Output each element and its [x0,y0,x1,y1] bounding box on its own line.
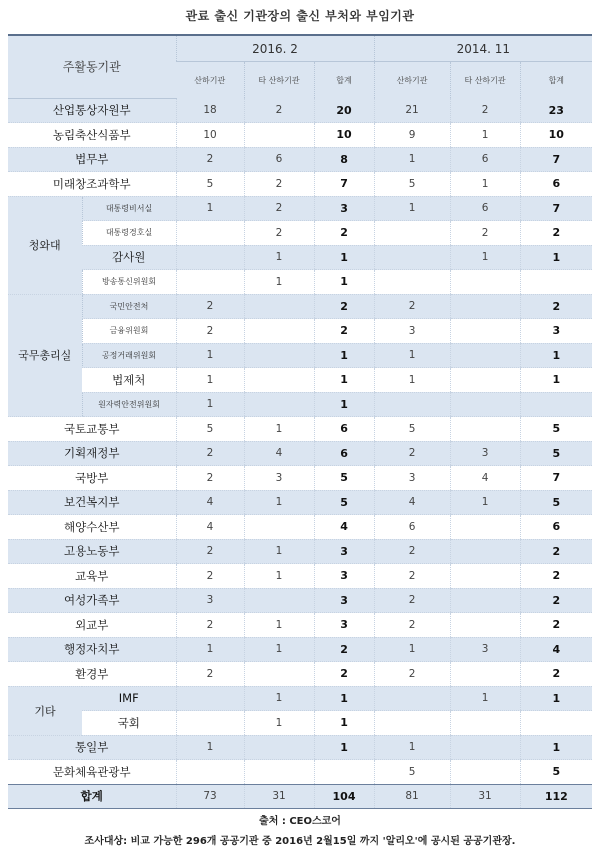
value-cell: 2 [176,147,244,172]
value-cell: 31 [450,784,520,809]
table-row [8,294,592,319]
value-cell: 6 [244,147,314,172]
value-cell: 1 [176,196,244,221]
total-cell: 1 [314,686,374,711]
row-label: 공정거래위원회 [82,343,176,368]
total-cell: 2 [520,539,592,564]
table-row [8,613,592,638]
value-cell: 1 [244,490,314,515]
column-header: 산하기관 [374,62,450,99]
value-cell: 1 [176,637,244,662]
total-cell: 10 [520,123,592,148]
value-cell [244,294,314,319]
corner-header: 주활동기관 [8,35,176,98]
total-cell: 1 [520,245,592,270]
total-cell: 2 [520,662,592,687]
value-cell: 3 [450,637,520,662]
column-header: 산하기관 [194,75,226,85]
row-label: 합계 [8,784,176,809]
total-cell: 1 [520,686,592,711]
total-cell: 2 [520,221,592,246]
total-cell: 3 [314,588,374,613]
value-cell: 2 [374,294,450,319]
value-cell: 6 [450,147,520,172]
table-row [8,319,592,344]
value-cell [374,221,450,246]
total-cell: 4 [520,637,592,662]
total-cell [520,392,592,417]
row-label: 방송통신위원회 [82,270,176,295]
value-cell: 1 [176,343,244,368]
total-cell: 3 [314,539,374,564]
row-label: IMF [82,686,176,711]
total-cell: 1 [314,392,374,417]
table-row [8,637,592,662]
value-cell: 10 [176,123,244,148]
row-label: 감사원 [82,245,176,270]
value-cell: 21 [374,98,450,123]
value-cell: 5 [176,172,244,197]
total-cell: 1 [520,735,592,760]
value-cell [244,392,314,417]
column-header: 합계 [520,62,592,99]
table-row [8,147,592,172]
value-cell [374,686,450,711]
value-cell [450,564,520,589]
value-cell: 1 [244,539,314,564]
row-label: 산업통상자원부 [8,98,176,123]
value-cell: 1 [450,490,520,515]
row-label: 보건복지부 [8,490,176,515]
table-row [8,735,592,760]
value-cell: 1 [176,392,244,417]
total-cell [520,270,592,295]
value-cell: 4 [176,515,244,540]
value-cell: 1 [450,245,520,270]
value-cell: 4 [374,490,450,515]
total-cell: 7 [520,466,592,491]
table-row [8,515,592,540]
row-label: 통일부 [8,735,176,760]
value-cell: 3 [176,588,244,613]
row-label: 대통령경호실 [82,221,176,246]
total-cell: 2 [314,662,374,687]
table-row [8,417,592,442]
total-cell: 2 [520,294,592,319]
table-row [8,98,592,123]
value-cell [450,662,520,687]
row-label: 해양수산부 [8,515,176,540]
value-cell [450,711,520,736]
value-cell: 1 [244,417,314,442]
table-row [8,490,592,515]
table-row [8,368,592,393]
table-row [8,196,592,221]
value-cell [176,686,244,711]
survey-note: 조사대상: 비교 가능한 296개 공공기관 중 2016년 2월15일 까지 '알리오'에 공시된 공공기관장. [84,836,516,847]
value-cell: 2 [176,539,244,564]
table-body [8,98,592,809]
total-cell: 104 [314,784,374,809]
total-cell: 3 [314,196,374,221]
row-label: 국토교통부 [8,417,176,442]
value-cell: 1 [244,613,314,638]
row-label: 미래창조과학부 [8,172,176,197]
value-cell [450,539,520,564]
total-cell: 6 [520,172,592,197]
row-label: 법무부 [8,147,176,172]
row-label: 국방부 [8,466,176,491]
total-cell: 8 [314,147,374,172]
value-cell: 3 [374,319,450,344]
value-cell [176,760,244,785]
total-cell: 5 [314,466,374,491]
value-cell [244,588,314,613]
row-label: 여성가족부 [8,588,176,613]
row-label: 문화체육관광부 [8,760,176,785]
group-label: 기타 [8,686,82,735]
total-cell: 5 [314,490,374,515]
value-cell: 2 [244,196,314,221]
row-label: 국민안전처 [82,294,176,319]
table-row [8,172,592,197]
value-cell [374,245,450,270]
value-cell: 1 [244,245,314,270]
column-header: 합계 [314,62,374,99]
value-cell: 6 [450,196,520,221]
table-row [8,711,592,736]
table-row [8,343,592,368]
total-cell: 1 [314,368,374,393]
source-note: 출처 : CEO스코어 [259,816,341,827]
value-cell [374,270,450,295]
value-cell: 1 [374,735,450,760]
value-cell: 1 [450,123,520,148]
table-header [8,35,592,98]
row-label: 대통령비서실 [82,196,176,221]
group-label: 국무총리실 [8,294,82,417]
value-cell: 2 [244,172,314,197]
value-cell: 81 [374,784,450,809]
table-row [8,588,592,613]
value-cell [450,735,520,760]
value-cell: 1 [244,686,314,711]
total-cell: 7 [314,172,374,197]
total-cell: 2 [520,564,592,589]
total-cell: 2 [314,294,374,319]
total-cell: 2 [520,588,592,613]
value-cell [374,392,450,417]
total-cell: 6 [520,515,592,540]
total-cell: 2 [314,319,374,344]
row-label: 국회 [82,711,176,736]
value-cell: 3 [450,441,520,466]
total-cell: 1 [314,735,374,760]
value-cell: 1 [450,686,520,711]
total-cell: 3 [314,613,374,638]
total-cell: 2 [520,613,592,638]
value-cell: 5 [374,417,450,442]
row-label: 환경부 [8,662,176,687]
value-cell [244,760,314,785]
total-cell: 5 [520,441,592,466]
value-cell: 2 [374,662,450,687]
value-cell [450,294,520,319]
value-cell [450,392,520,417]
table-row [8,123,592,148]
value-cell: 5 [374,760,450,785]
value-cell: 1 [244,564,314,589]
value-cell: 3 [374,466,450,491]
total-cell: 7 [520,196,592,221]
value-cell: 1 [176,368,244,393]
value-cell: 2 [450,221,520,246]
value-cell [450,368,520,393]
row-label: 금융위원회 [82,319,176,344]
value-cell [450,343,520,368]
value-cell [244,343,314,368]
value-cell [450,319,520,344]
value-cell: 4 [244,441,314,466]
row-label: 원자력안전위원회 [82,392,176,417]
period-header: 2016. 2 [176,35,374,62]
total-cell: 2 [314,221,374,246]
value-cell: 1 [374,147,450,172]
value-cell [450,515,520,540]
value-cell: 2 [450,98,520,123]
value-cell [176,245,244,270]
value-cell [244,662,314,687]
total-cell [314,760,374,785]
value-cell: 2 [176,613,244,638]
value-cell: 1 [450,172,520,197]
total-cell: 3 [520,319,592,344]
row-label: 행정자치부 [8,637,176,662]
value-cell: 2 [374,441,450,466]
value-cell [244,515,314,540]
value-cell: 2 [374,588,450,613]
value-cell: 5 [374,172,450,197]
total-cell: 5 [520,490,592,515]
value-cell: 3 [244,466,314,491]
table-row [8,221,592,246]
column-header: 타 산하기관 [244,62,314,99]
total-cell: 1 [314,343,374,368]
value-cell: 4 [450,466,520,491]
value-cell: 2 [176,294,244,319]
table-row [8,539,592,564]
value-cell [450,613,520,638]
value-cell [176,221,244,246]
value-cell: 1 [374,196,450,221]
row-label: 기획재정부 [8,441,176,466]
value-cell [244,368,314,393]
value-cell: 2 [374,564,450,589]
value-cell: 1 [176,735,244,760]
value-cell: 1 [374,637,450,662]
value-cell: 1 [244,637,314,662]
total-cell: 4 [314,515,374,540]
table-row [8,760,592,785]
total-cell: 1 [314,245,374,270]
value-cell [450,588,520,613]
total-cell [520,711,592,736]
total-cell: 5 [520,417,592,442]
value-cell: 2 [176,466,244,491]
total-cell: 1 [314,711,374,736]
value-cell [244,123,314,148]
total-cell: 6 [314,441,374,466]
data-table [8,34,592,809]
period-header: 2014. 11 [374,35,592,62]
total-cell: 7 [520,147,592,172]
value-cell: 5 [176,417,244,442]
total-cell: 5 [520,760,592,785]
value-cell: 2 [244,98,314,123]
table-row [8,441,592,466]
value-cell [176,711,244,736]
group-label: 청와대 [8,196,82,294]
total-cell: 1 [314,270,374,295]
table-row [8,466,592,491]
value-cell: 1 [244,711,314,736]
value-cell: 2 [244,221,314,246]
page-title: 관료 출신 기관장의 출신 부처와 부임기관 [185,9,415,23]
total-cell: 1 [520,343,592,368]
total-cell: 10 [314,123,374,148]
row-label: 교육부 [8,564,176,589]
value-cell [244,735,314,760]
total-cell: 2 [314,637,374,662]
table-row [8,564,592,589]
value-cell: 9 [374,123,450,148]
value-cell: 2 [176,441,244,466]
total-cell: 6 [314,417,374,442]
total-cell: 1 [520,368,592,393]
row-label: 외교부 [8,613,176,638]
value-cell: 2 [374,613,450,638]
total-row [8,784,592,809]
value-cell [450,760,520,785]
column-header: 타 산하기관 [450,62,520,99]
value-cell: 31 [244,784,314,809]
value-cell: 2 [176,319,244,344]
value-cell [374,711,450,736]
value-cell [244,319,314,344]
value-cell: 2 [176,564,244,589]
row-label: 법제처 [82,368,176,393]
value-cell [450,417,520,442]
value-cell: 6 [374,515,450,540]
table-row [8,245,592,270]
table-row [8,686,592,711]
row-label: 고용노동부 [8,539,176,564]
value-cell: 1 [374,343,450,368]
table-row [8,392,592,417]
value-cell: 18 [176,98,244,123]
total-cell: 3 [314,564,374,589]
total-cell: 23 [520,98,592,123]
value-cell [450,270,520,295]
value-cell: 73 [176,784,244,809]
value-cell: 4 [176,490,244,515]
row-label: 농림축산식품부 [8,123,176,148]
value-cell: 2 [374,539,450,564]
value-cell: 1 [244,270,314,295]
total-cell: 20 [314,98,374,123]
value-cell [176,270,244,295]
table-row [8,662,592,687]
value-cell: 1 [374,368,450,393]
value-cell: 2 [176,662,244,687]
table-row [8,270,592,295]
total-cell: 112 [520,784,592,809]
